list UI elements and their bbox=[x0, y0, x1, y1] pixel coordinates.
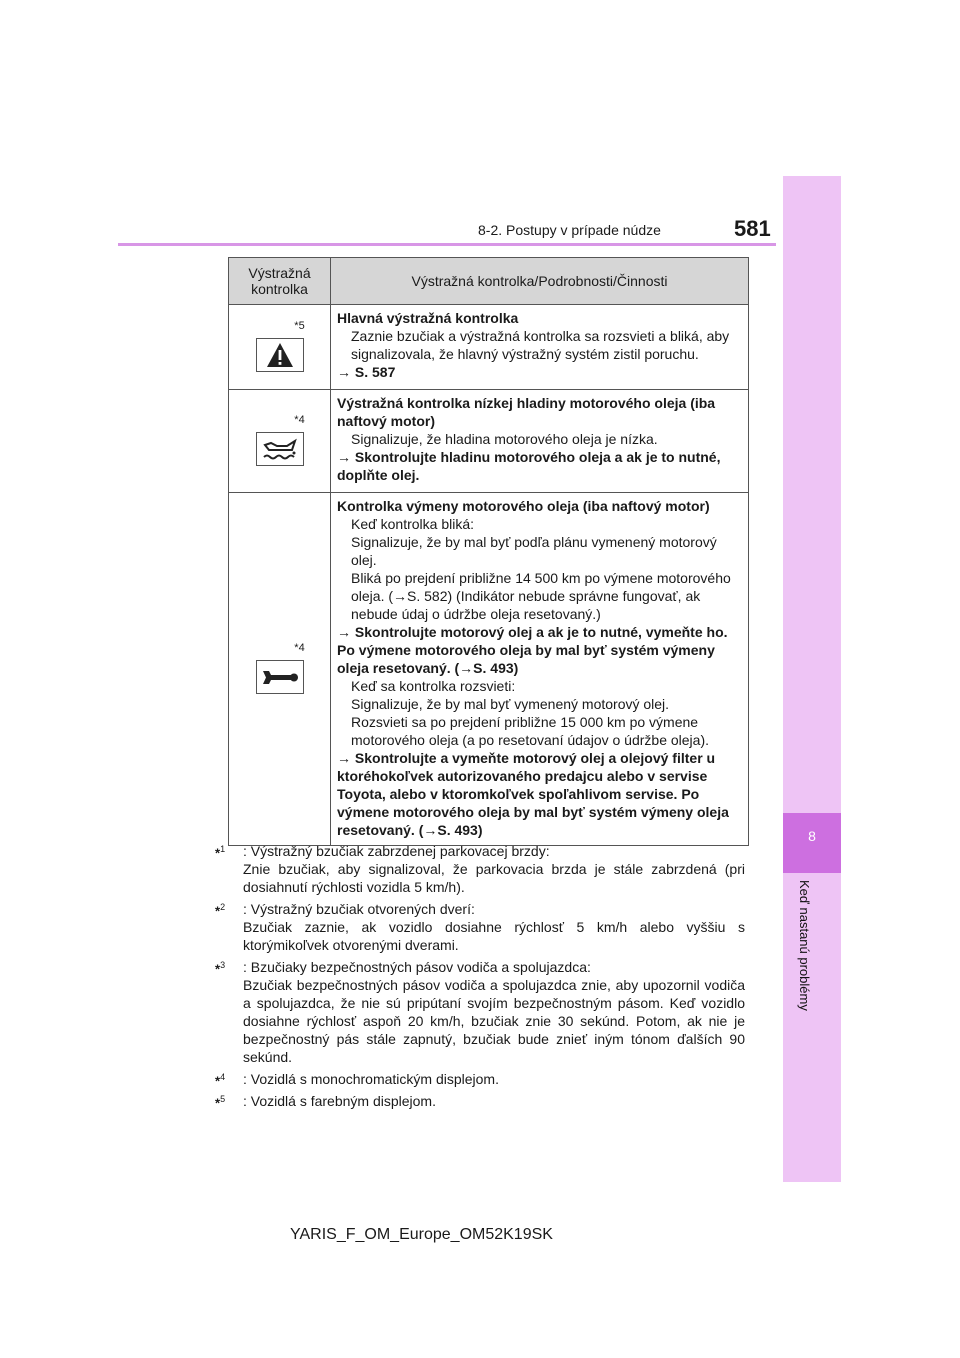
chapter-title-vertical bbox=[797, 880, 824, 1030]
table-row bbox=[229, 493, 749, 846]
footnote-mark: *$^3$ bbox=[215, 960, 226, 977]
footnote bbox=[215, 1092, 745, 1110]
row-title: Kontrolka výmeny motorového oleja (iba naftový motor) bbox=[337, 498, 710, 514]
footnote bbox=[215, 1070, 745, 1088]
case1-label: Keď kontrolka bliká: bbox=[351, 516, 474, 532]
footnote-mark: *$^1$ bbox=[215, 844, 226, 861]
details-cell bbox=[331, 305, 749, 390]
header-cell-light: Výstražná kontrolka bbox=[229, 258, 331, 305]
footnote-title: : Vozidlá s monochromatickým displejom. bbox=[243, 1071, 499, 1087]
footnote bbox=[215, 842, 745, 896]
header-rule bbox=[118, 243, 776, 246]
chapter-side-tab bbox=[783, 176, 841, 1182]
case1-line2: Bliká po prejdení približne 14 500 km po výmene motorového oleja. (→S. 582) (Indikátor nebude správne fungovať, ak nebude údaj o údržbe oleja resetovaný.) bbox=[351, 570, 731, 622]
page-number: 581 bbox=[734, 216, 771, 241]
footnote-mark: *$^5$ bbox=[215, 1094, 226, 1111]
document-footer: YARIS_F_OM_Europe_OM52K19SK bbox=[290, 1226, 553, 1243]
table-row bbox=[229, 305, 749, 390]
row-action: → S. 587 bbox=[337, 364, 396, 380]
chapter-number: 8 bbox=[808, 828, 816, 844]
table-header-row bbox=[229, 258, 749, 305]
case1-line1: Signalizuje, že by mal byť podľa plánu vymenený motorový olej. bbox=[351, 534, 717, 568]
case2-action: → Skontrolujte a vymeňte motorový olej a olejový filter u ktoréhokoľvek autorizovaného predajcu alebo v servise Toyota, alebo v ktoromkoľvek spoľahlivom servise. Po výmene motorového oleja by mal byť systém výmeny oleja resetovaný. (→S. 493) bbox=[337, 750, 729, 838]
footnote-text: Znie bzučiak, aby signalizoval, že parkovacia brzda je stále zabrzdená (pri dosiahnutí rýchlosti vozidla 5 km/h). bbox=[243, 861, 745, 895]
table-row bbox=[229, 390, 749, 493]
footnote-text: Bzučiak zaznie, ak vozidlo dosiahne rýchlosť 5 km/h alebo vyššiu s ktorýmikoľvek otvorenými dverami. bbox=[243, 919, 745, 953]
row-description: Signalizuje, že hladina motorového oleja je nízka. bbox=[351, 431, 658, 447]
row-action: → Skontrolujte hladinu motorového oleja a ak je to nutné, doplňte olej. bbox=[337, 449, 721, 483]
icon-cell bbox=[229, 493, 331, 846]
footnote-title: : Vozidlá s farebným displejom. bbox=[243, 1093, 436, 1109]
footnote bbox=[215, 958, 745, 1066]
case2-line2: Rozsvieti sa po prejdení približne 15 000 km po výmene motorového oleja (a po resetovaní údajov o údržbe oleja). bbox=[351, 714, 709, 748]
details-cell bbox=[331, 390, 749, 493]
footnote-mark: *$^4$ bbox=[215, 1072, 226, 1089]
low-oil-level-icon bbox=[256, 432, 304, 466]
warning-triangle-icon bbox=[256, 338, 304, 372]
row-title: Výstražná kontrolka nízkej hladiny motorového oleja (iba naftový motor) bbox=[337, 395, 716, 429]
footnote-title: : Výstražný bzučiak zabrzdenej parkovacej brzdy: bbox=[243, 843, 550, 859]
footnote bbox=[215, 900, 745, 954]
details-cell bbox=[331, 493, 749, 846]
footnote-text: Bzučiak bezpečnostných pásov vodiča a spolujazdca znie, aby upozornil vodiča a spolujazdca, že nie sú pripútaní svojím bezpečnostným pásom. Keď vozidlo dosiahne rýchlosť aspoň 20 km/h, bzučiak znie 30 sekúnd. Potom, ak nie je bezpečnostný pás stále zapnutý, bzučiak bude znieť iným tónom ďalších 90 sekúnd. bbox=[243, 977, 745, 1065]
icon-cell bbox=[229, 305, 331, 390]
row-title: Hlavná výstražná kontrolka bbox=[337, 310, 519, 326]
chapter-title: Keď nastanú problémy bbox=[797, 880, 812, 1011]
note-mark: *4 bbox=[294, 641, 305, 654]
section-title: 8-2. Postupy v prípade núdze bbox=[478, 222, 661, 238]
note-mark: *4 bbox=[294, 413, 305, 426]
case1-action: → Skontrolujte motorový olej a ak je to nutné, vymeňte ho. Po výmene motorového oleja by mal byť systém výmeny oleja resetovaný. (→S. 493) bbox=[337, 624, 728, 676]
row-description: Zaznie bzučiak a výstražná kontrolka sa rozsvieti a bliká, aby signalizovala, že hlavný výstražný systém zistil poruchu. bbox=[351, 328, 730, 362]
warning-lights-table bbox=[228, 257, 749, 846]
footnote-title: : Výstražný bzučiak otvorených dverí: bbox=[243, 901, 475, 917]
footnotes bbox=[215, 842, 745, 1114]
footnote-mark: *$^2$ bbox=[215, 902, 226, 919]
header-cell-details: Výstražná kontrolka/Podrobnosti/Činnosti bbox=[331, 258, 749, 305]
case2-line1: Signalizuje, že by mal byť vymenený motorový olej. bbox=[351, 696, 670, 712]
case2-label: Keď sa kontrolka rozsvieti: bbox=[351, 678, 516, 694]
footnote-title: : Bzučiaky bezpečnostných pásov vodiča a spolujazdca: bbox=[243, 959, 591, 975]
wrench-icon bbox=[256, 660, 304, 694]
icon-cell bbox=[229, 390, 331, 493]
note-mark: *5 bbox=[294, 319, 305, 332]
